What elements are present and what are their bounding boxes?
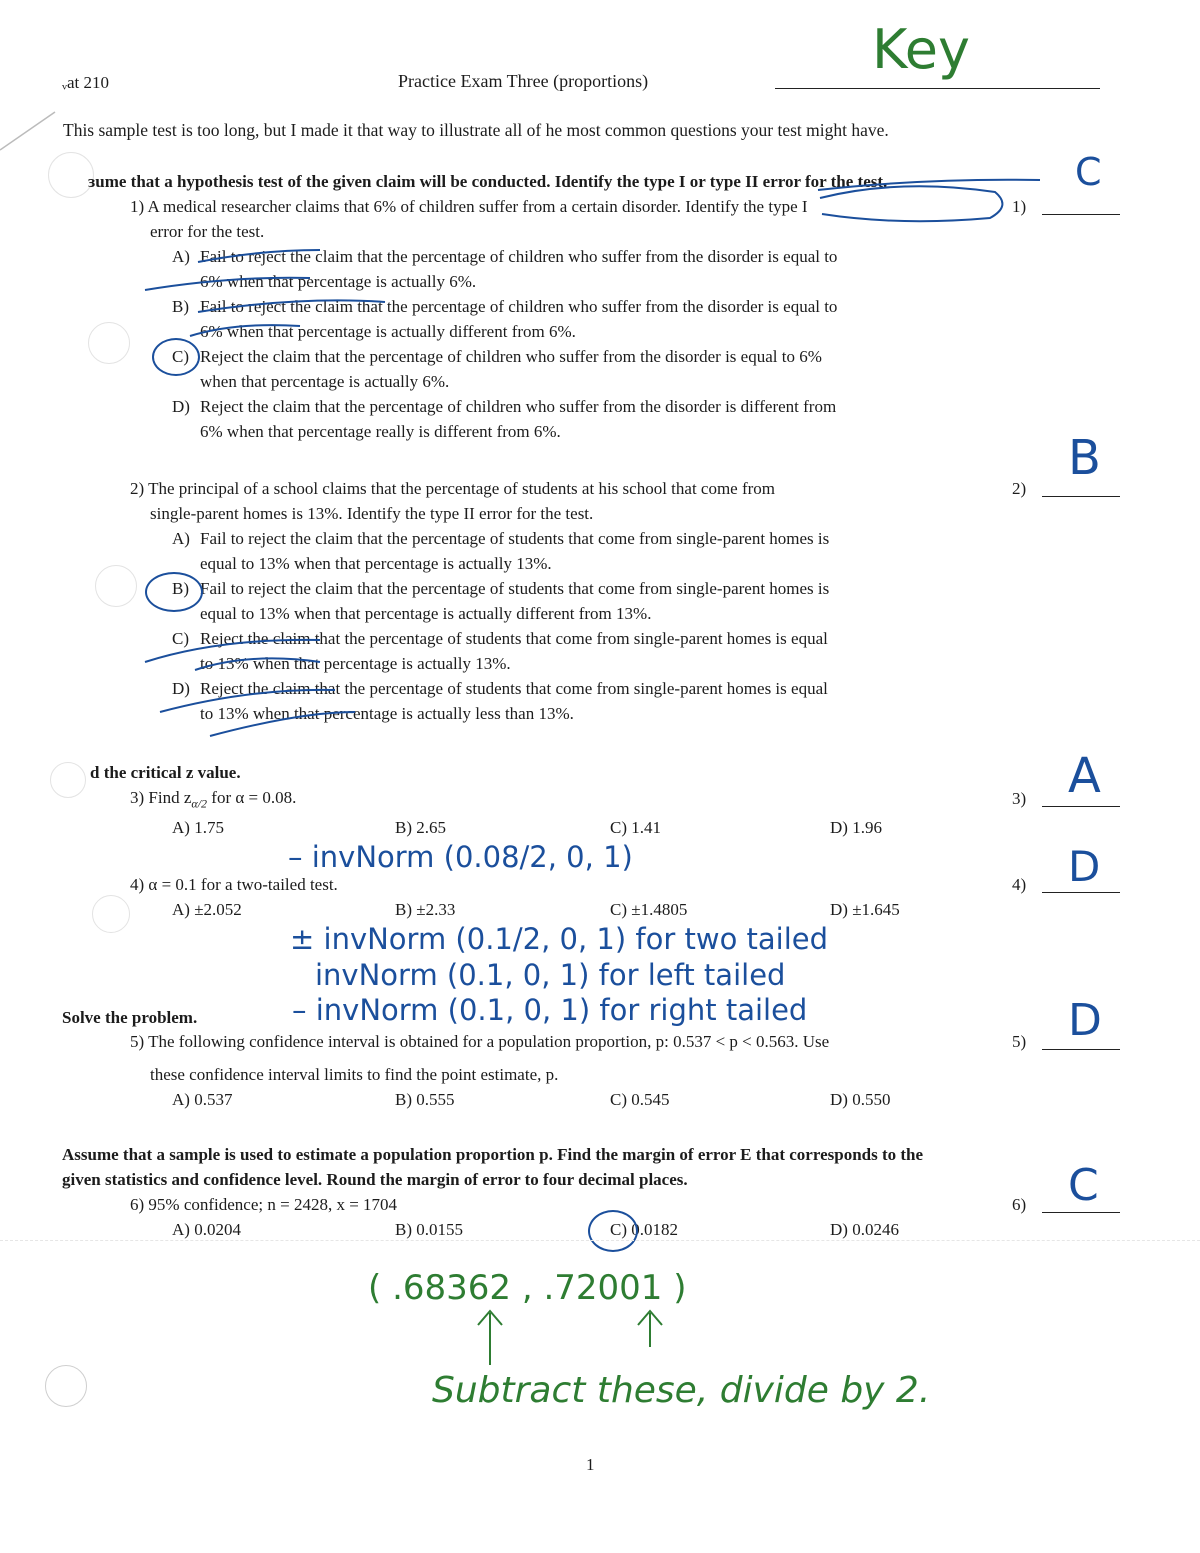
section-heading: ɜume that a hypothesis test of the given claim will be conducted. Identify the type I or type II error for the test. [88, 172, 888, 191]
answer-blank-5 [1042, 1049, 1120, 1050]
strike-2d [160, 690, 335, 712]
strike-1a-2 [145, 278, 310, 290]
option-1a: Fail to reject the claim that the percentage of children who suffer from the disorder is equal to [200, 247, 838, 266]
option-2a-letter: A) [172, 529, 190, 548]
scan-artifact-circle [92, 895, 130, 933]
option-2d-cont: to 13% when that percentage is actually less than 13%. [200, 704, 574, 723]
option-4d: D) ±1.645 [830, 900, 900, 919]
option-1a-letter: A) [172, 247, 190, 266]
circled-answer-6c [588, 1210, 638, 1252]
question-3-prefix: 3) Find z [130, 788, 192, 807]
question-4-stem: 4) α = 0.1 for a two-tailed test. [130, 875, 338, 894]
corner-pen-mark [0, 112, 55, 150]
handwritten-note: Subtract these, divide by 2. [432, 1370, 931, 1411]
option-2b-letter: B) [172, 579, 189, 598]
answer-number-3: 3) [1012, 789, 1027, 808]
question-2-stem: 2) The principal of a school claims that the percentage of students at his school that come from [130, 479, 776, 498]
answer-blank-4 [1042, 892, 1120, 893]
handwritten-answer-3: A [1068, 748, 1101, 804]
option-2d: Reject the claim that the percentage of students that come from single-parent homes is equal [200, 679, 828, 698]
handwritten-answer-2: B [1068, 430, 1101, 486]
option-5a: A) 0.537 [172, 1090, 233, 1109]
handwritten-interval: ( .68362 , .72001 ) [368, 1268, 687, 1308]
handwritten-work-4-right-tailed: – invNorm (0.1, 0, 1) for right tailed [292, 993, 808, 1027]
page-number: 1 [586, 1455, 595, 1474]
option-1b-cont: 6% when that percentage is actually different from 6%. [200, 322, 576, 341]
question-6-stem: 6) 95% confidence; n = 2428, x = 1704 [130, 1195, 398, 1214]
handwritten-work-3: – invNorm (0.08/2, 0, 1) [288, 840, 633, 874]
circle-mark-identify [820, 186, 1002, 221]
handwritten-key: Key [872, 18, 970, 81]
option-1c-cont: when that percentage is actually 6%. [200, 372, 450, 391]
section-heading-margin: Assume that a sample is used to estimate a population proportion p. Find the margin of error E that corresponds to the [62, 1145, 924, 1164]
option-4b: B) ±2.33 [395, 900, 456, 919]
option-3b: B) 2.65 [395, 818, 446, 837]
option-2b: Fail to reject the claim that the percentage of students that come from single-parent homes is [200, 579, 830, 598]
question-3-stem [130, 788, 296, 811]
option-2b-cont: equal to 13% when that percentage is actually different from 13%. [200, 604, 652, 623]
underline-mark-type [818, 180, 1040, 190]
answer-blank-3 [1042, 806, 1120, 807]
option-6c: C) 0.0182 [610, 1220, 678, 1239]
option-1d-letter: D) [172, 397, 190, 416]
option-1d: Reject the claim that the percentage of children who suffer from the disorder is different from [200, 397, 837, 416]
option-3c: C) 1.41 [610, 818, 661, 837]
section-heading-critical-z: d the critical z value. [90, 763, 241, 782]
option-1d-cont: 6% when that percentage really is different from 6%. [200, 422, 561, 441]
section-heading-margin-cont: given statistics and confidence level. Round the margin of error to four decimal places. [62, 1170, 688, 1189]
option-3d: D) 1.96 [830, 818, 882, 837]
section-heading-solve: Solve the problem. [62, 1008, 198, 1027]
option-4c: C) ±1.4805 [610, 900, 688, 919]
question-3-suffix: for α = 0.08. [207, 788, 297, 807]
option-3a: A) 1.75 [172, 818, 224, 837]
option-6d: D) 0.0246 [830, 1220, 899, 1239]
option-1b-letter: B) [172, 297, 189, 316]
option-4a: A) ±2.052 [172, 900, 242, 919]
question-2-stem-cont: single-parent homes is 13%. Identify the type II error for the test. [150, 504, 594, 523]
question-1-stem: 1) A medical researcher claims that 6% of children suffer from a certain disorder. Identify the type I [130, 197, 808, 216]
option-2a: Fail to reject the claim that the percentage of students that come from single-parent homes is [200, 529, 830, 548]
question-1-stem-cont: error for the test. [150, 222, 265, 241]
question-5-stem: 5) The following confidence interval is obtained for a population proportion, p: 0.537 < p < 0.563. Use [130, 1032, 830, 1051]
option-6a: A) 0.0204 [172, 1220, 241, 1239]
option-2c-letter: C) [172, 629, 189, 648]
option-1a-cont: 6% when that percentage is actually 6%. [200, 272, 477, 291]
strike-1a [198, 250, 320, 262]
answer-number-4: 4) [1012, 875, 1027, 894]
option-2a-cont: equal to 13% when that percentage is actually 13%. [200, 554, 552, 573]
option-6b: B) 0.0155 [395, 1220, 463, 1239]
handwritten-answer-4: D [1068, 842, 1101, 891]
option-5c: C) 0.545 [610, 1090, 670, 1109]
option-2c-cont: to 13% when that percentage is actually 13%. [200, 654, 511, 673]
intro-text: This sample test is too long, but I made it that way to illustrate all of he most common questions your test might have. [63, 120, 889, 140]
handwritten-work-4-two-tailed: ± invNorm (0.1/2, 0, 1) for two tailed [290, 922, 829, 956]
strike-1b [198, 300, 385, 312]
answer-number-2: 2) [1012, 479, 1027, 498]
strike-1b-2 [190, 325, 300, 336]
option-1c-letter: C) [172, 347, 189, 366]
handwritten-answer-6: C [1068, 1160, 1099, 1211]
answer-number-6: 6) [1012, 1195, 1027, 1214]
option-2d-letter: D) [172, 679, 190, 698]
handwritten-strikeouts [0, 0, 1200, 760]
handwritten-answer-5: D [1068, 995, 1102, 1046]
answer-blank-6 [1042, 1212, 1120, 1213]
dashed-rule [0, 1240, 1200, 1241]
option-1b: Fail to reject the claim that the percentage of children who suffer from the disorder is equal to [200, 297, 838, 316]
handwritten-answer-1: C [1075, 150, 1102, 194]
scan-artifact-circle [50, 762, 86, 798]
course-label: ᵥat 210 [62, 73, 110, 92]
answer-number-5: 5) [1012, 1032, 1027, 1051]
handwritten-work-4-left-tailed: invNorm (0.1, 0, 1) for left tailed [315, 958, 786, 992]
question-5-stem-cont: these confidence interval limits to find the point estimate, p. [150, 1065, 559, 1084]
question-3-subscript: α/2 [191, 796, 208, 811]
strike-2d-2 [210, 712, 355, 736]
option-2c: Reject the claim that the percentage of students that come from single-parent homes is equal [200, 629, 828, 648]
option-1c: Reject the claim that the percentage of children who suffer from the disorder is equal to 6% [200, 347, 822, 366]
answer-number-1: 1) [1012, 197, 1027, 216]
strike-2c-2 [195, 658, 320, 670]
option-5b: B) 0.555 [395, 1090, 455, 1109]
option-5d: D) 0.550 [830, 1090, 891, 1109]
page-title: Practice Exam Three (proportions) [398, 71, 649, 91]
